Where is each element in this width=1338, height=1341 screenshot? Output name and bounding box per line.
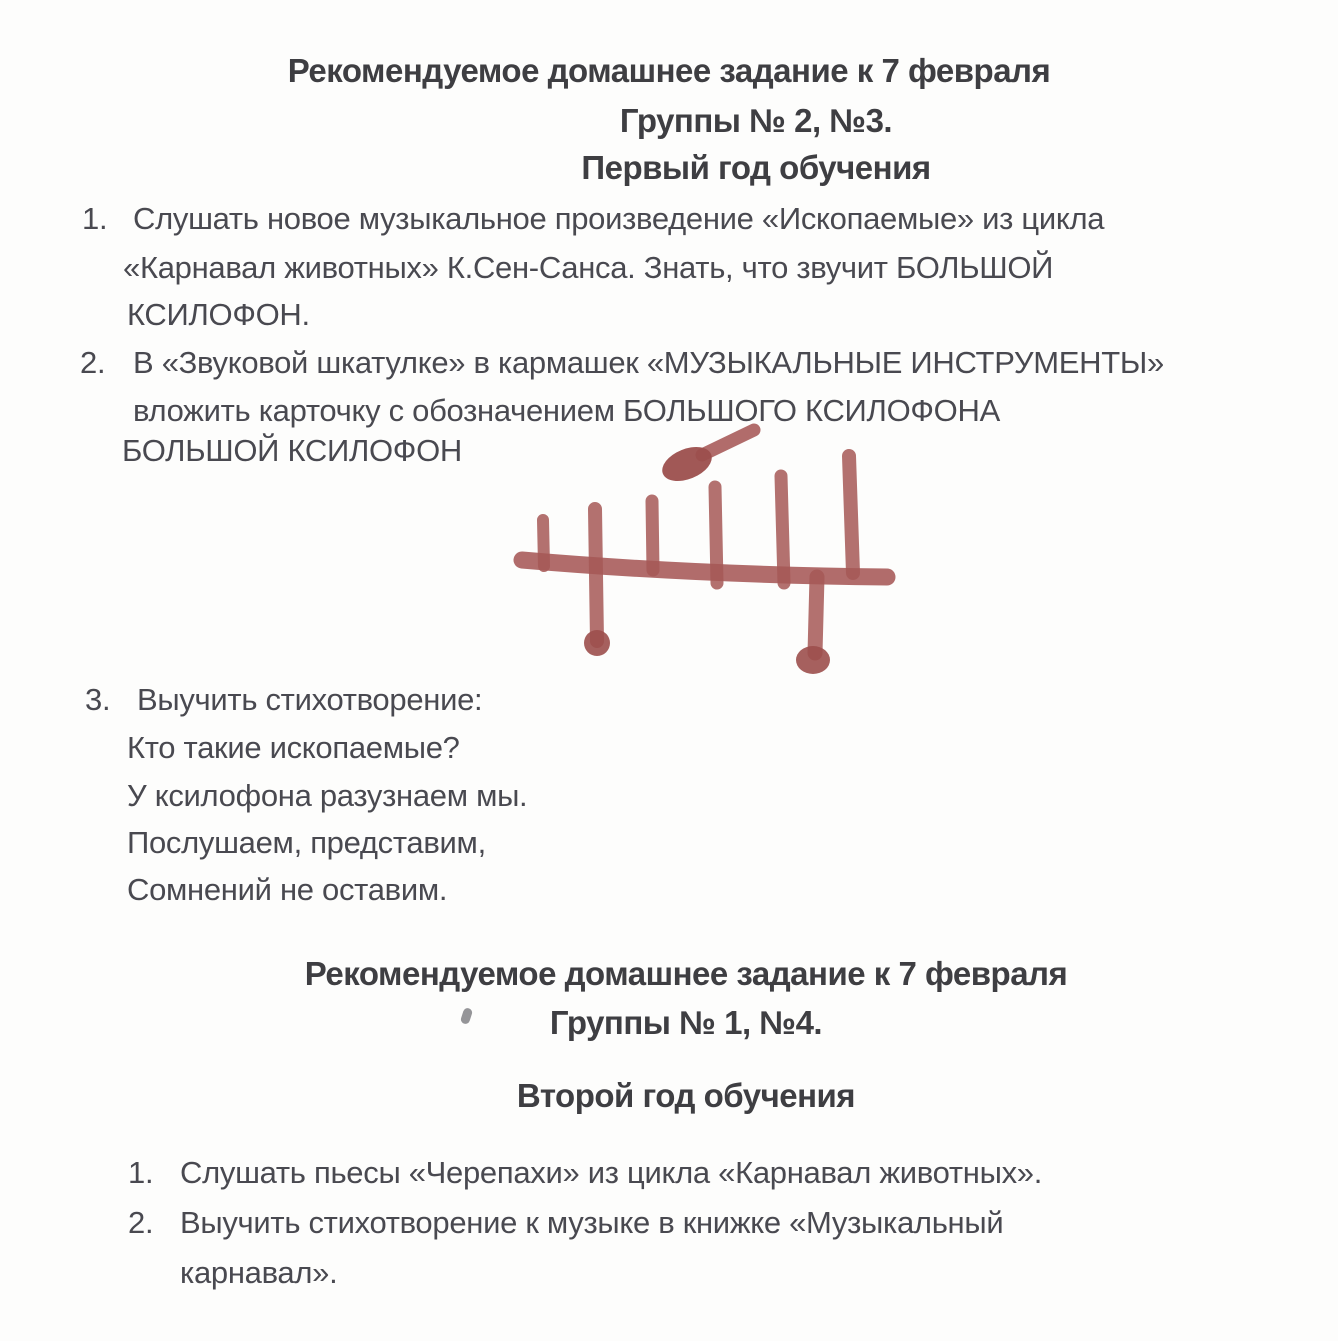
list-item-continuation: вложить карточку с обозначением БОЛЬШОГО КСИЛОФОНА: [133, 393, 1000, 428]
section2-title-line1: Рекомендуемое домашнее задание к 7 февраля: [304, 955, 1068, 992]
list-item-number: 2.: [80, 345, 106, 380]
list-item-number: 1.: [128, 1155, 154, 1190]
list-item: [80, 345, 1164, 381]
list-item-continuation: БОЛЬШОЙ КСИЛОФОН: [122, 433, 462, 468]
poem-line: Кто такие ископаемые?: [127, 730, 460, 765]
list-item-continuation: «Карнавал животных» К.Сен-Санса. Знать, что звучит БОЛЬШОЙ: [123, 250, 1054, 285]
xylophone-bar-4: [715, 487, 717, 583]
list-item-text: В «Звуковой шкатулке» в кармашек «МУЗЫКАЛЬНЫЕ ИНСТРУМЕНТЫ»: [133, 345, 1164, 380]
xylophone-bar-2: [595, 509, 597, 641]
list-item-number: 3.: [85, 682, 111, 717]
poem-line: Сомнений не оставим.: [127, 872, 448, 907]
right-foot-blob: [796, 646, 830, 674]
list-item-text: Выучить стихотворение:: [137, 682, 483, 717]
list-item: [85, 682, 482, 718]
mallet-stick-icon: [702, 430, 754, 455]
list-item-text: Выучить стихотворение к музыке в книжке «Музыкальный: [180, 1205, 1004, 1240]
list-item: [128, 1155, 1042, 1191]
list-item: [128, 1205, 1003, 1241]
left-foot-blob: [584, 630, 610, 656]
list-item-text: Слушать новое музыкальное произведение «Ископаемые» из цикла: [133, 201, 1105, 236]
xylophone-bar-6: [849, 456, 853, 573]
list-item-text: Слушать пьесы «Черепахи» из цикла «Карнавал животных».: [180, 1155, 1043, 1190]
poem-line: У ксилофона разузнаем мы.: [127, 778, 528, 813]
list-item-number: 1.: [82, 201, 108, 236]
xylophone-sketch: [495, 413, 925, 683]
xylophone-bar-3: [652, 501, 653, 570]
xylophone-bar-5: [781, 476, 784, 583]
poem-line: Послушаем, представим,: [127, 825, 486, 860]
list-item-number: 2.: [128, 1205, 154, 1240]
xylophone-bar-1: [543, 520, 544, 566]
section1-title-line1: Рекомендуемое домашнее задание к 7 февраля: [287, 52, 1051, 89]
section1-title-line2: Группы № 2, №3.: [619, 102, 893, 139]
xylophone-beam: [522, 560, 887, 577]
xylophone-leg-right: [815, 577, 817, 653]
section2-title-line3: Второй год обучения: [516, 1077, 856, 1114]
section1-title-line3: Первый год обучения: [581, 149, 931, 186]
list-item-continuation: КСИЛОФОН.: [127, 297, 310, 332]
list-item-continuation: карнавал».: [180, 1255, 338, 1290]
section2-title-line2: Группы № 1, №4.: [549, 1004, 823, 1041]
list-item: [82, 201, 1104, 237]
